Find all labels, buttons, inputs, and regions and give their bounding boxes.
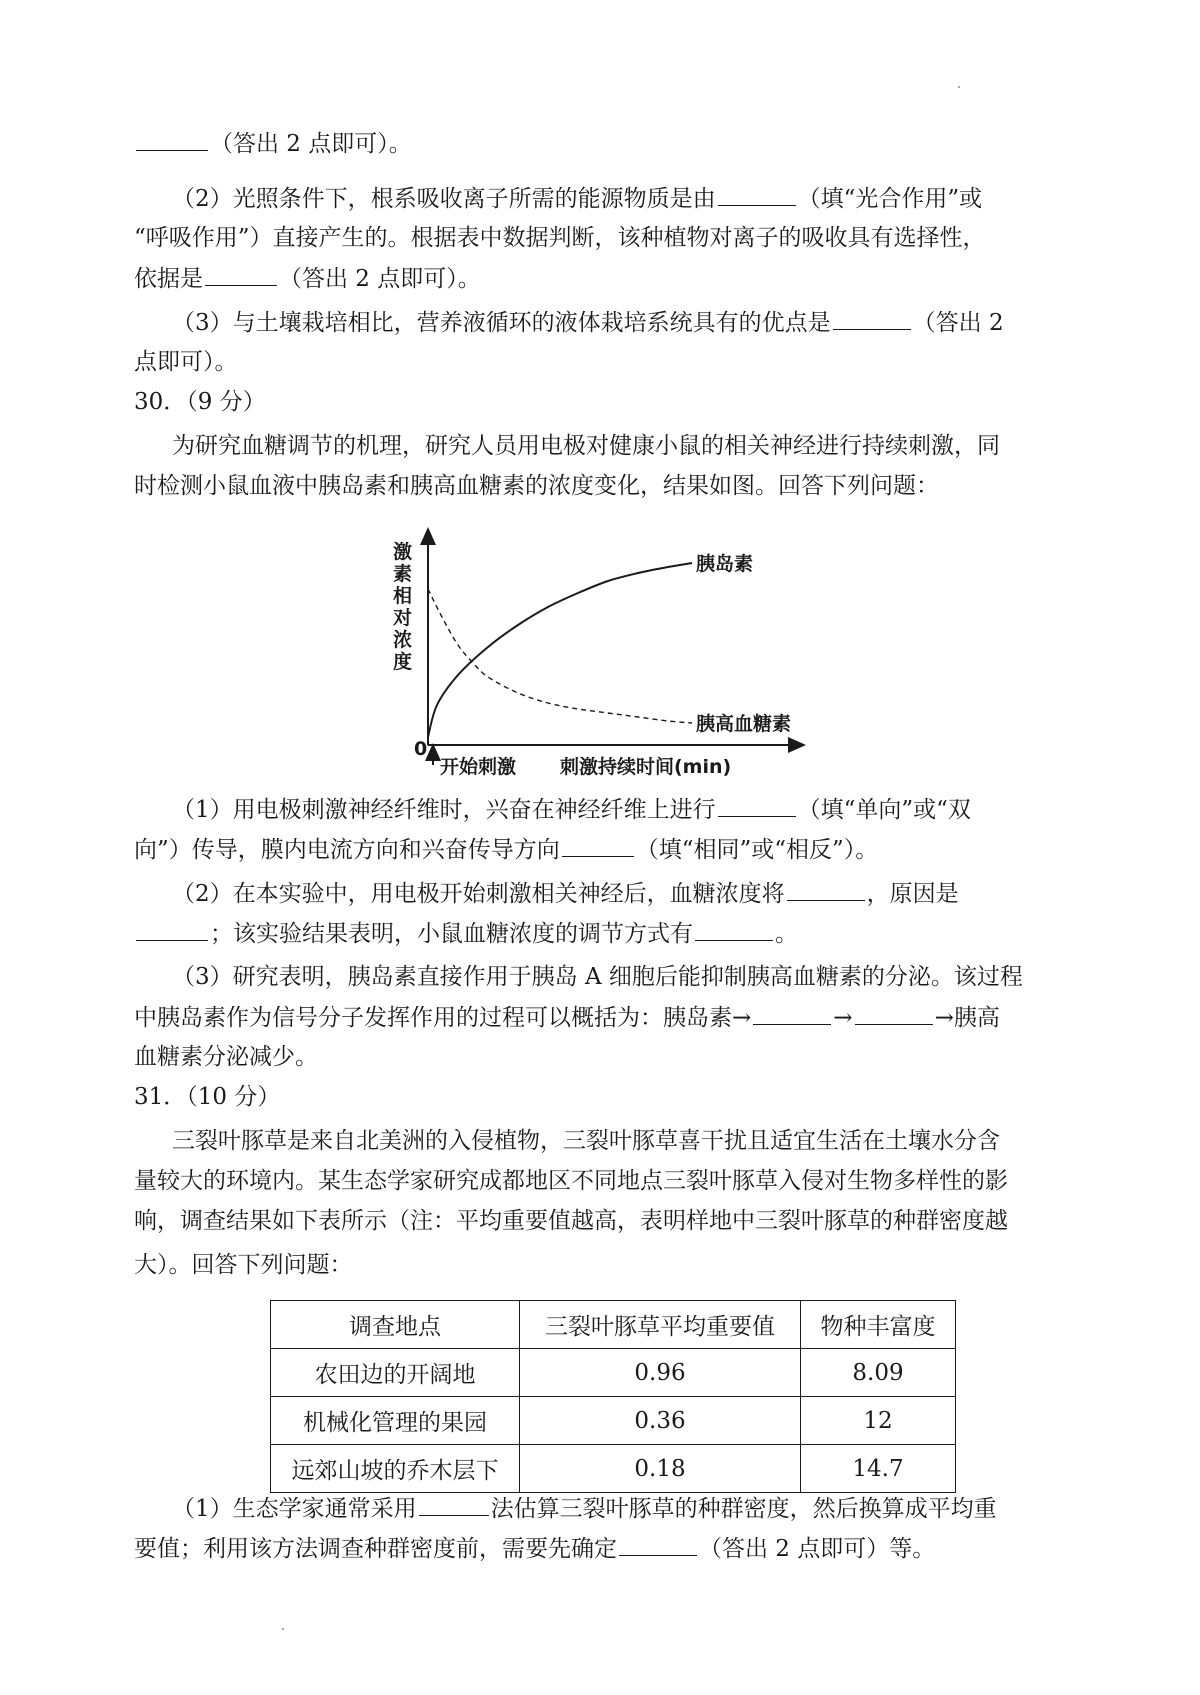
q31-intro-line-2 xyxy=(134,1166,1008,1196)
q30-part2-text: ；该实验结果表明，小鼠血糖浓度的调节方式有 xyxy=(210,921,693,947)
q30-part3-text: （3）研究表明，胰岛素直接作用于胰岛 A 细胞后能抑制胰高血糖素的分泌。该过程 xyxy=(172,964,1023,990)
table-header-cell: 三裂叶豚草平均重要值 xyxy=(520,1301,801,1349)
q30-intro-text: 为研究血糖调节的机理，研究人员用电极对健康小鼠的相关神经进行持续刺激，同 xyxy=(172,433,1000,459)
q29-line-1 xyxy=(134,128,412,159)
q31-part1-text: 要值；利用该方法调查种群密度前，需要先确定 xyxy=(134,1536,617,1562)
start-marker-label: 开始刺激 xyxy=(440,756,517,778)
q30-part3-line-3 xyxy=(134,1042,318,1072)
table-cell: 8.09 xyxy=(801,1349,956,1397)
table-cell: 0.96 xyxy=(520,1349,801,1397)
q30-part2-text: ，原因是 xyxy=(866,881,959,907)
q30-part1-text: （填“单向”或“双 xyxy=(797,797,971,823)
y-axis-label-char: 度 xyxy=(393,651,413,673)
series-label-glucagon: 胰高血糖素 xyxy=(696,713,792,735)
q31-part1-line-1 xyxy=(172,1493,997,1524)
q30-intro-line-1 xyxy=(172,431,1000,461)
answer-blank[interactable] xyxy=(718,794,796,817)
y-axis-label-char: 相 xyxy=(393,585,413,607)
q30-part3-arrow: → xyxy=(833,1005,853,1031)
q29-part3-text: （3）与土壤栽培相比，营养液循环的液体栽培系统具有的优点是 xyxy=(172,310,831,336)
table-cell: 农田边的开阔地 xyxy=(271,1349,520,1397)
q29-text: （答出 2 点即可）。 xyxy=(210,131,412,157)
scan-speck xyxy=(282,1628,284,1630)
q30-heading xyxy=(134,387,266,417)
q29-part3-text: （答出 2 xyxy=(912,310,1004,336)
answer-blank[interactable] xyxy=(136,918,208,941)
series-group xyxy=(428,552,791,737)
table-row xyxy=(271,1349,956,1397)
table-cell: 14.7 xyxy=(801,1445,956,1493)
answer-blank[interactable] xyxy=(205,263,277,286)
q30-part3-line-2 xyxy=(134,1002,1000,1033)
series-line-insulin xyxy=(428,563,692,737)
q29-part3-line-2 xyxy=(134,347,238,377)
q31-intro-text: 响，调查结果如下表所示（注：平均重要值越高，表明样地中三裂叶豚草的种群密度越 xyxy=(134,1208,1008,1234)
answer-blank[interactable] xyxy=(562,834,634,857)
x-axis-label: 刺激持续时间(min) xyxy=(560,756,732,778)
q30-part2-text: （2）在本实验中，用电极开始刺激相关神经后，血糖浓度将 xyxy=(172,881,785,907)
table-cell: 0.36 xyxy=(520,1397,801,1445)
q29-part2-text: “呼吸作用”）直接产生的。根据表中数据判断，该种植物对离子的吸收具有选择性， xyxy=(134,225,986,251)
series-line-glucagon xyxy=(428,589,692,723)
answer-blank[interactable] xyxy=(855,1002,933,1025)
q30-intro-text: 时检测小鼠血液中胰岛素和胰高血糖素的浓度变化，结果如图。回答下列问题： xyxy=(134,473,939,499)
q31-intro-line-3 xyxy=(134,1206,1008,1236)
q30-part3-text: 中胰岛素作为信号分子发挥作用的过程可以概括为：胰岛素→ xyxy=(134,1005,752,1031)
table-header-cell: 调查地点 xyxy=(271,1301,520,1349)
q31-part1-text: （1）生态学家通常采用 xyxy=(172,1496,417,1522)
q31-heading xyxy=(134,1082,280,1112)
answer-blank[interactable] xyxy=(619,1533,697,1556)
answer-blank[interactable] xyxy=(419,1493,489,1516)
origin-label: 0 xyxy=(414,738,428,760)
answer-blank[interactable] xyxy=(718,183,796,206)
y-axis-label-char: 对 xyxy=(393,607,413,629)
q30-part1-text: （填“相同”或“相反”）。 xyxy=(635,837,879,863)
y-axis-label xyxy=(393,540,412,673)
q30-heading-text: 30．（9 分） xyxy=(134,389,266,415)
q31-part1-line-2 xyxy=(134,1533,935,1564)
q31-part1-text: （答出 2 点即可）等。 xyxy=(699,1536,936,1562)
q30-intro-line-2 xyxy=(134,471,939,501)
table-row xyxy=(271,1445,956,1493)
table-cell: 机械化管理的果园 xyxy=(271,1397,520,1445)
q31-intro-text: 量较大的环境内。某生态学家研究成都地区不同地点三裂叶豚草入侵对生物多样性的影 xyxy=(134,1168,1008,1194)
answer-blank[interactable] xyxy=(695,918,773,941)
y-axis-label-char: 激 xyxy=(393,541,413,563)
series-label-insulin: 胰岛素 xyxy=(696,553,754,575)
q29-part3-line-1 xyxy=(172,307,1004,338)
answer-blank[interactable] xyxy=(136,128,208,151)
answer-blank[interactable] xyxy=(787,878,865,901)
q29-part2-text: 依据是 xyxy=(134,266,203,292)
q29-part3-text: 点即可）。 xyxy=(134,349,238,375)
q30-part1-text: 向”）传导，膜内电流方向和兴奋传导方向 xyxy=(134,837,560,863)
q30-part3-text: →胰高 xyxy=(934,1005,1000,1031)
table-cell: 远郊山坡的乔木层下 xyxy=(271,1445,520,1493)
table-cell: 0.18 xyxy=(520,1445,801,1493)
q29-part2-line-1 xyxy=(172,183,982,214)
q31-part1-text: 法估算三裂叶豚草的种群密度，然后换算成平均重 xyxy=(490,1496,997,1522)
q30-part2-line-1 xyxy=(172,878,959,909)
q31-heading-text: 31．（10 分） xyxy=(134,1084,281,1110)
q29-part2-text: （答出 2 点即可）。 xyxy=(279,266,481,292)
q30-part3-text: 血糖素分泌减少。 xyxy=(134,1044,318,1070)
table-row xyxy=(271,1397,956,1445)
q30-part1-text: （1）用电极刺激神经纤维时，兴奋在神经纤维上进行 xyxy=(172,797,716,823)
q29-part2-line-3 xyxy=(134,263,481,294)
q31-intro-line-1 xyxy=(172,1126,1000,1156)
answer-blank[interactable] xyxy=(753,1002,831,1025)
q30-part2-line-2 xyxy=(134,918,798,949)
scan-speck xyxy=(958,86,960,88)
q31-intro-line-4 xyxy=(134,1250,353,1280)
table-header-cell: 物种丰富度 xyxy=(801,1301,956,1349)
hormone-chart xyxy=(390,525,810,780)
q29-part2-text: （2）光照条件下，根系吸收离子所需的能源物质是由 xyxy=(172,186,716,212)
q30-part3-line-1 xyxy=(172,962,1023,992)
q31-intro-text: 三裂叶豚草是来自北美洲的入侵植物，三裂叶豚草喜干扰且适宜生活在土壤水分含 xyxy=(172,1128,1000,1154)
table-header-row xyxy=(271,1301,956,1349)
q31-intro-text: 大）。回答下列问题： xyxy=(134,1252,353,1278)
y-axis-label-char: 浓 xyxy=(393,629,413,651)
q30-part1-line-2 xyxy=(134,834,878,865)
answer-blank[interactable] xyxy=(833,307,911,330)
table-cell: 12 xyxy=(801,1397,956,1445)
q30-part2-text: 。 xyxy=(775,921,798,947)
q30-part1-line-1 xyxy=(172,794,971,825)
y-axis-label-char: 素 xyxy=(393,563,413,585)
survey-table xyxy=(270,1300,956,1493)
q29-part2-line-2 xyxy=(134,223,986,253)
q29-part2-text: （填“光合作用”或 xyxy=(797,186,983,212)
